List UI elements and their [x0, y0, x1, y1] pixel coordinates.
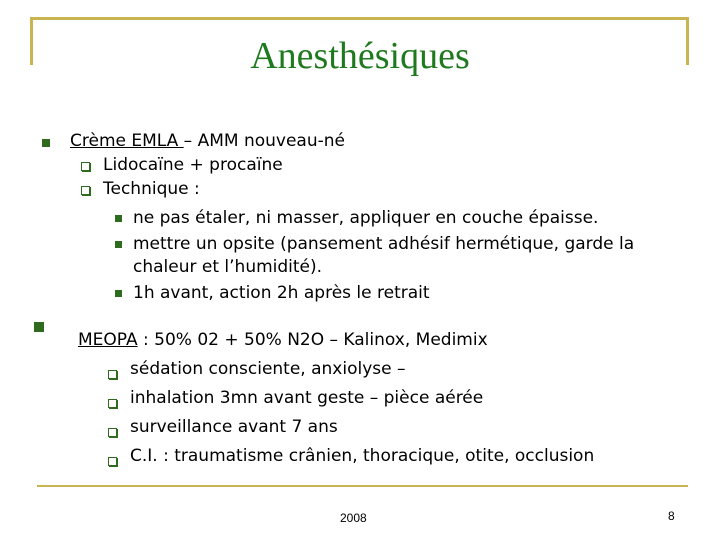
meopa-item: C.I. : traumatisme crânien, thoracique, otite, occlusion [130, 446, 595, 466]
technique-item: ne pas étaler, ni masser, appliquer en couche épaisse. [133, 208, 599, 228]
frame-top-rule [30, 17, 688, 20]
technique-item: mettre un opsite (pansement adhésif hermétique, garde la [133, 234, 635, 254]
meopa-item: inhalation 3mn avant geste – pièce aérée [130, 388, 484, 408]
square-bullet-icon [115, 241, 122, 248]
square-bullet-icon [115, 215, 122, 222]
meopa-rest: : 50% 02 + 50% N2O – Kalinox, Medimix [137, 330, 488, 350]
emla-label: Crème EMLA [70, 131, 184, 151]
frame-bottom-rule [37, 485, 688, 487]
meopa-item: sédation consciente, anxiolyse – [130, 359, 406, 379]
hollow-square-bullet-icon [108, 399, 117, 408]
hollow-square-bullet-icon [81, 162, 90, 171]
technique-item-continuation: chaleur et l’humidité). [133, 257, 323, 277]
hollow-square-bullet-icon [81, 186, 90, 195]
page-number: 8 [668, 509, 675, 523]
slide-title: Anesthésiques [250, 35, 470, 77]
footer-year: 2008 [340, 511, 367, 525]
hollow-square-bullet-icon [108, 370, 117, 379]
emla-heading [70, 130, 345, 152]
square-bullet-icon [34, 322, 44, 332]
emla-item: Technique : [103, 179, 200, 199]
meopa-label: MEOPA [78, 330, 138, 350]
meopa-heading [78, 329, 488, 351]
meopa-item: surveillance avant 7 ans [130, 417, 338, 437]
hollow-square-bullet-icon [108, 457, 117, 466]
square-bullet-icon [42, 139, 50, 147]
emla-item: Lidocaïne + procaïne [103, 155, 283, 175]
square-bullet-icon [115, 290, 122, 297]
technique-item: 1h avant, action 2h après le retrait [133, 283, 430, 303]
hollow-square-bullet-icon [108, 428, 117, 437]
emla-rest: – AMM nouveau-né [183, 131, 345, 151]
